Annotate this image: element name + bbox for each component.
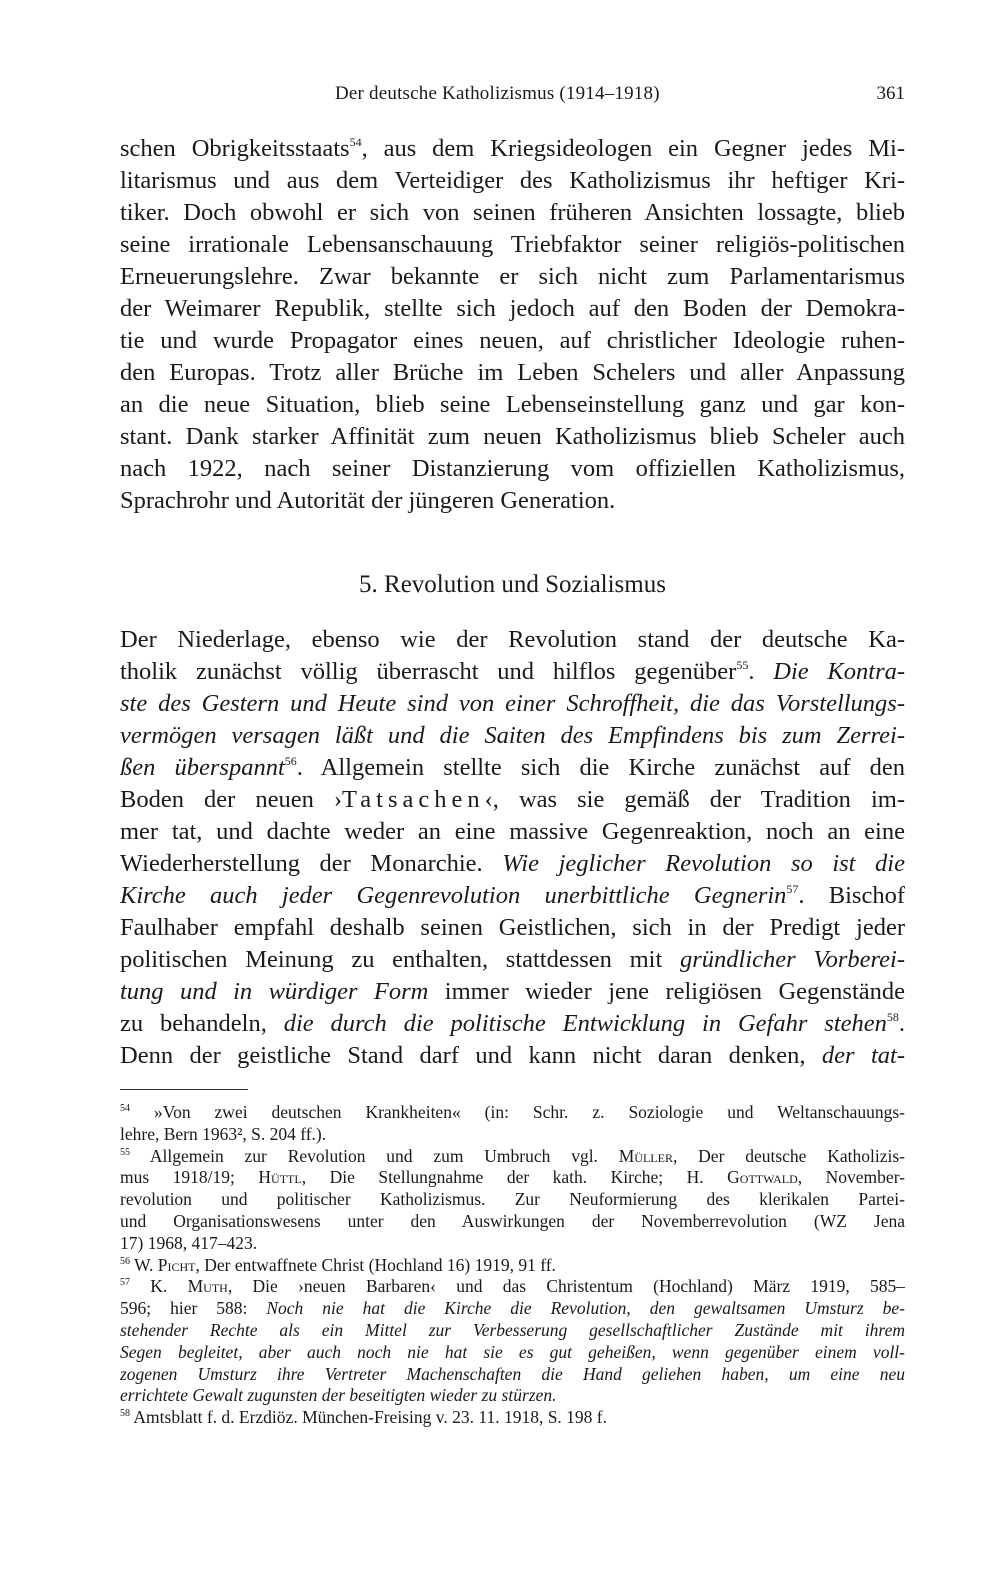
text-line: Boden der neuen ›Tatsachen‹, was sie gemäß der Tradition im-: [120, 786, 905, 813]
text-line: tie und wurde Propagator eines neuen, auf christlicher Ideologie ruhen-: [120, 327, 905, 354]
footnote-line: Segen begleitet, aber auch noch nie hat sie es gut geheißen, wenn gegenüber einem voll-: [120, 1341, 905, 1362]
footnote-58: $^{58}$ Amtsblatt f. d. Erzdiöz. München-Freising v. 23. 11. 1918, S. 198 f.: [120, 1407, 607, 1428]
text-line: den Europas. Trotz aller Brüche im Leben Schelers und aller Anpassung: [120, 359, 905, 386]
text-line: tholik zunächst völlig überrascht und hilflos gegenüber$^{55}$. Die Kontra-: [120, 658, 905, 685]
text-line: seine irrationale Lebensanschauung Triebfaktor seiner religiös-politischen: [120, 231, 905, 258]
section-heading: 5. Revolution und Sozialismus: [359, 571, 666, 598]
footnote-55: $^{55}$ Allgemein zur Revolution und zum Umbruch vgl. Müller, Der deutsche Katholizis-: [120, 1145, 905, 1166]
footnote-line: und Organisationswesens unter den Auswirkungen der Novemberrevolution (WZ Jena: [120, 1210, 905, 1231]
text-line: politischen Meinung zu enthalten, stattdessen mit gründlicher Vorberei-: [120, 946, 905, 973]
text-line: Kirche auch jeder Gegenrevolution unerbittliche Gegnerin$^{57}$. Bischof: [120, 882, 905, 909]
running-title: Der deutsche Katholizismus (1914–1918): [335, 83, 660, 104]
text-line: Faulhaber empfahl deshalb seinen Geistlichen, sich in der Predigt jeder: [120, 914, 905, 941]
footnote-line: errichtete Gewalt zugunsten der beseitigten wieder zu stürzen.: [120, 1385, 557, 1406]
footnote-ref: 56: [284, 754, 297, 768]
footnote-line: zogenen Umsturz ihre Vertreter Machenschaften die Hand geliehen haben, um eine neu: [120, 1363, 905, 1384]
paragraph-2: [120, 624, 905, 1072]
text-line: nach 1922, nach seiner Distanzierung vom offiziellen Katholizismus,: [120, 455, 905, 482]
footnote-line: lehre, Bern 1963², S. 204 ff.).: [120, 1123, 327, 1144]
text-line: an die neue Situation, blieb seine Lebenseinstellung ganz und gar kon-: [120, 391, 905, 418]
footnote-line: 596; hier 588: Noch nie hat die Kirche die Revolution, den gewaltsamen Umsturz be-: [120, 1298, 905, 1319]
footnote-ref: 55: [736, 658, 749, 672]
footnote-54: $^{54}$ »Von zwei deutschen Krankheiten« (in: Schr. z. Soziologie und Weltanschauungs-: [120, 1102, 905, 1122]
footnote-line: 17) 1968, 417–423.: [120, 1232, 258, 1253]
text-line: Denn der geistliche Stand darf und kann nicht daran denken, der tat-: [120, 1042, 905, 1069]
page-number: 361: [876, 83, 905, 104]
text-line: Wiederherstellung der Monarchie. Wie jeglicher Revolution so ist die: [120, 850, 905, 877]
quote-line: ste des Gestern und Heute sind von einer Schroffheit, die das Vorstellungs-: [120, 690, 905, 717]
text-line: zu behandeln, die durch die politische Entwicklung in Gefahr stehen$^{58}$.: [120, 1010, 905, 1037]
text-line: litarismus und aus dem Verteidiger des Katholizismus ihr heftiger Kri-: [120, 167, 905, 194]
footnote-ref: 57: [786, 882, 799, 896]
running-head: [120, 83, 905, 113]
text-line: Sprachrohr und Autorität der jüngeren Generation.: [120, 487, 616, 514]
text-line: Erneuerungslehre. Zwar bekannte er sich nicht zum Parlamentarismus: [120, 263, 905, 290]
text-line: schen Obrigkeitsstaats$^{54}$, aus dem Kriegsideologen ein Gegner jedes Mi-: [120, 135, 905, 162]
footnote-56: $^{56}$ W. Picht, Der entwaffnete Christ (Hochland 16) 1919, 91 ff.: [120, 1254, 556, 1275]
text-line: der Weimarer Republik, stellte sich jedoch auf den Boden der Demokra-: [120, 295, 905, 322]
footnote-57: $^{57}$ K. Muth, Die ›neuen Barbaren‹ und das Christentum (Hochland) März 1919, 585–: [120, 1276, 905, 1297]
footnote-ref: 54: [349, 135, 362, 149]
footnote-line: revolution und politischer Katholizismus. Zur Neuformierung des klerikalen Partei-: [120, 1189, 905, 1210]
text-line: mer tat, und dachte weder an eine massive Gegenreaktion, noch an eine: [120, 818, 905, 845]
footnotes: [120, 1102, 905, 1429]
text-line: ßen überspannt$^{56}$. Allgemein stellte sich die Kirche zunächst auf den: [120, 754, 905, 781]
text-line: tiker. Doch obwohl er sich von seinen früheren Ansichten lossagte, blieb: [120, 199, 905, 226]
footnote-line: stehender Rechte als ein Mittel zur Verbesserung gesellschaftlicher Zustände mit ihrem: [120, 1319, 905, 1340]
text-line: Der Niederlage, ebenso wie der Revolution stand der deutsche Ka-: [120, 626, 905, 653]
footnote-line: mus 1918/19; Hüttl, Die Stellungnahme der kath. Kirche; H. Gottwald, November-: [120, 1167, 905, 1188]
paragraph-1: [120, 133, 905, 517]
text-line: tung und in würdiger Form immer wieder jene religiösen Gegenstände: [120, 978, 905, 1005]
text-line: stant. Dank starker Affinität zum neuen Katholizismus blieb Scheler auch: [120, 423, 905, 450]
footnote-ref: 58: [886, 1010, 899, 1024]
quote-line: vermögen versagen läßt und die Saiten des Empfindens bis zum Zerrei-: [120, 722, 905, 749]
footnote-rule: [120, 1089, 248, 1090]
